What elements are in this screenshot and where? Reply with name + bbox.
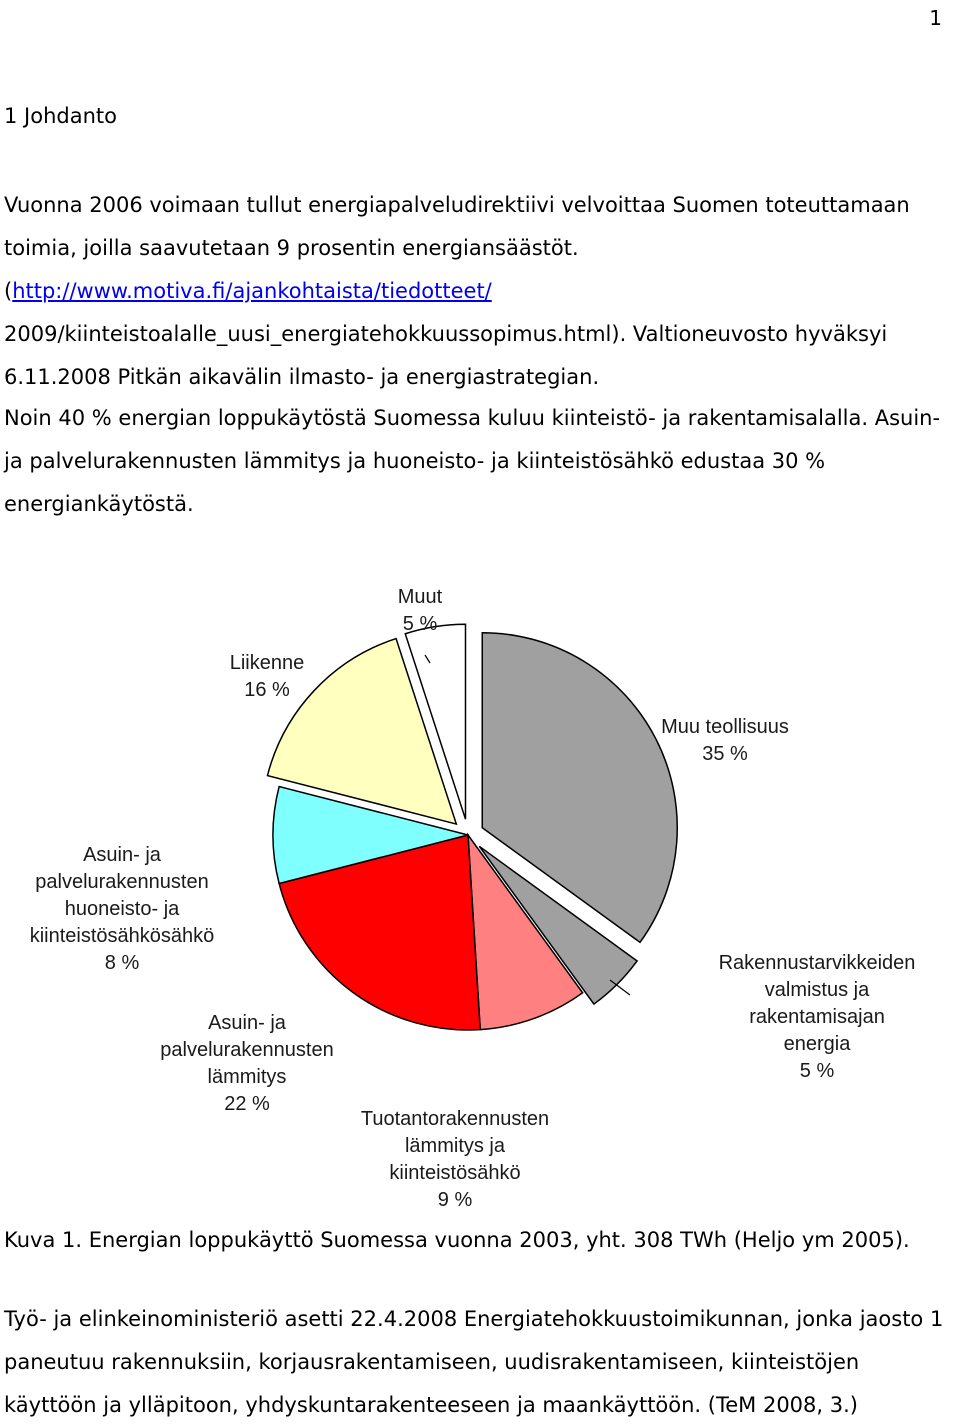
pie-slices bbox=[267, 624, 677, 1030]
pie-label-1: Rakennustarvikkeiden valmistus ja rakentamisajan energia 5 % bbox=[718, 952, 916, 1082]
energy-share-paragraph: Noin 40 % energian loppukäytöstä Suomessa kuluu kiinteistö- ja rakentamisalalla. Asuin- ja palvelurakennusten lämmitys ja huoneisto- ja kiinteistösähkö edustaa 30 % energiankäytöstä. bbox=[4, 406, 941, 516]
committee-paragraph: Työ- ja elinkeinoministeriö asetti 22.4.2008 Energiatehokkuustoimikunnan, jonka jaosto 1 paneutuu rakennuksiin, korjausrakentamiseen, uudisrakentamiseen, kiinteistöjen käyttöön ja ylläpitoon, yhdyskuntarakenteeseen ja maankäyttöön. (TeM 2008, 3.) bbox=[4, 1307, 944, 1417]
figure-caption: Kuva 1. Energian loppukäyttö Suomessa vuonna 2003, yht. 308 TWh (Heljo ym 2005). bbox=[4, 1228, 910, 1252]
pie-label-5: Liikenne 16 % bbox=[229, 652, 305, 701]
intro-text-start: Vuonna 2006 voimaan tullut energiapalveludirektiivi velvoittaa Suomen toteuttamaan toimia, joilla saavutetaan 9 prosentin energiansäästöt. ( bbox=[4, 193, 910, 303]
pie-label-6: Muut 5 % bbox=[397, 586, 443, 635]
intro-text-end: 2009/kiinteistoalalle_uusi_energiatehokkuussopimus.html). Valtioneuvosto hyväksyi 6.11.2008 Pitkän aikavälin ilmasto- ja energiastrategian. bbox=[4, 322, 888, 389]
pie-label-2: Tuotantorakennusten lämmitys ja kiinteistösähkö 9 % bbox=[360, 1108, 550, 1211]
intro-paragraph bbox=[4, 184, 954, 399]
chapter-heading: 1 Johdanto bbox=[4, 104, 117, 128]
pie-label-0: Muu teollisuus 35 % bbox=[661, 716, 789, 765]
pie-label-4: Asuin- ja palvelurakennusten huoneisto- ja kiinteistösähkösähkö 8 % bbox=[29, 844, 215, 974]
energy-pie-chart bbox=[0, 575, 960, 1225]
motiva-link[interactable]: http://www.motiva.fi/ajankohtaista/tiedotteet/ bbox=[12, 279, 492, 303]
pie-label-3: Asuin- ja palvelurakennusten lämmitys 22 % bbox=[160, 1012, 334, 1115]
page-number: 1 bbox=[929, 6, 942, 30]
